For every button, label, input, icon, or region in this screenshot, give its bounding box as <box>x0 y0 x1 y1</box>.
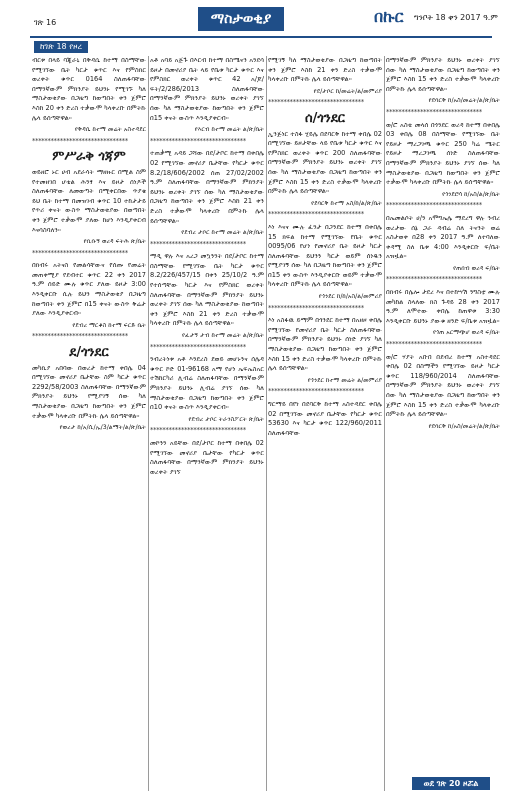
notice-signature: የደብረ ታቦር ትራንስፖርት ጽ/ቤት <box>188 415 264 423</box>
notice-separator: ******************************* <box>386 201 483 210</box>
notice-text: እነ እናና ሙሉ ፈንታ በጋንደር ከተማ በቀበሌ 15 ክፍል ከተማ የሚገኘው የቤት ቁጥር 0095/06 የሆነ የመኖሪያ ቤት ይዞታ ካርታ ስለጠፋባቸው ይህንን ካርታ ወይም ሰነዱን የሚያገኝ ሰው ካለ በጋዜጣ ከወጣበት ቀን ጀምሮ በ15 ቀን ውስጥ እንዲያቀርቡ ወይም ተቃውሞ ካላቀረቡ በምትኩ ሌላ ይሰጣቸዋል። <box>268 222 382 289</box>
notice-text: መኮንን አይቸው በደ/ታቦር ከተማ በቀበሌ 02 የሚገኘው መኖሪያ ቤታቸው የካርታ ቁጥር ስለጠፋባቸው በማንኛውም ምክንያት ይህንኑ ወረቀት ያገኘ <box>150 438 264 476</box>
notice-text: የሚገኝ ካለ ማስታወቂያው በጋዜጣ ከወጣበት ቀን ጀምሮ እስከ 21 ቀን ድረስ ተቃውሞ ካላቀረቡ በምትኩ ሌላ ይሰጣቸዋል። <box>268 56 382 84</box>
column-4 <box>386 56 500 771</box>
column-3 <box>268 56 382 786</box>
notice-signature: የጎንደሮሳ ከ/አስ/ል/ጽ/ቤት <box>442 190 500 198</box>
notice-signature: የጎንደር ከ/ከ/አስ/ል/መምሪያ <box>318 293 382 301</box>
notice-text: መካኪያ አበባው በወረታ ከተማ ቀበሌ 04 በሚገኘው መኖሪያ ቤታቸው ስም ካርታ ቁጥር 2292/58/2003 ስለጠፋባቸው በማንኛውም ምክንያት ይህንኑ የሚያገኝ ሰው ካለ ማስታወቂያው በጋዜጣ ከወጣበት ቀን ጀምሮ ተቃውሞ ካላቀረቡ በምትኩ ሌላ ይሰጣቸዋል። <box>32 363 146 420</box>
notice-signature: የደብረ ታቦር ከተማ መሬት ል/ጽ/ቤት <box>181 229 264 237</box>
notice-text: በማንኛውም ምክንያት ይህንኑ ወረቀት ያገኘ ሰው ካለ ማስታወቂያው በጋዜጣ ከወጣበት ቀን ጀምሮ እስከ 15 ቀን ድረስ ተቃውሞ ካላቀረቡ በምትኩ ሌላ ይሰጣቸዋል። <box>386 56 500 93</box>
notice-text: ንብረትነቱ አቶ እንደረስ ደወይ መሆኑንና ሰሌዳ ቁጥር ኮድ 01-96168 አማ የሆነ ኤፍኤስአር ተሽከርካሪ ሊብሬ ስለጠፋባቸው በማንኛውም ምክንያት ይህንኑ ሊብሬ ያገኘ ሰው ካለ ማስታወቂያው በጋዜጣ ከወጣበት ቀን ጀምሮ በ10 ቀናት ውስጥ እንዲያቀርብ። <box>150 355 264 412</box>
notice-separator: ******************************* <box>32 248 129 257</box>
notice-signature: የጠበብ ወረዳ ፍ/ቤት <box>453 264 500 272</box>
continued-from-chip: ከገጽ 18 የዞረ <box>34 41 88 53</box>
notice-separator: ******************************* <box>32 332 129 341</box>
notice-text: ግርማይ በየነ በደባርቅ ከተማ አስተዳደር ቀበሌ 02 በሚገኘው መኖሪያ ቤታቸው የካርታ ቁጥር 53630 እና ካርታ ቁጥር 122/960/2011 ስለጠፋባቸው <box>268 400 382 437</box>
notice-text: እነ አስፋዉ ይማም በጎንደር ከተማ በአዘዞ ቀበሌ የሚገኘው የመኖሪያ ቤት ካርታ ስለጠፋባቸው በማንኛውም ምክንያት ይህንኑ ሰነድ ያገኘ ካለ ማስታወቂያው በጋዜጣ ከወጣበት ቀን ጀምሮ እስከ 15 ቀን ድረስ ተቃውሞ ካላቀረቡ በምትኩ ሌላ ይሰጣቸዋል። <box>268 316 382 373</box>
section-title: ማስታወቂያ <box>198 7 284 31</box>
notice-signature: የጎንደር ከተማ መሬት ል/መምሪያ <box>307 376 382 384</box>
header-rule <box>30 36 492 38</box>
notice-signature: የጎጠ አርማጭሆ ወረዳ ፍ/ቤት <box>433 329 500 337</box>
notice-text: ወይዘሮ ኑር ሀብ አደራሳት ማዘዙር በሚል ስም የተመዘገበ ሆቴል ሕንፃ እና ይዞታ ሰነዶች ስለጠፋባቸው ለመወጣት በሚቀርበው ጥያቄ ይህ ቤት ከተማ በመዝገብ ቁጥር 10 ተከታታይ የጥሪ ቀናት ውስጥ ማስታወቂያው በወጣበት ቀን ጀምሮ ተቃውሞ ያለው ከሆነ እንዲያቀርብ እናሳስባለን። <box>32 167 146 234</box>
notice-signature: የደ/ታቦር ከ/መሬት/ል/መምሪያ <box>313 87 382 95</box>
continued-on-footer: ወደ ገጽ 20 ዞሯል <box>412 777 490 790</box>
notice-text: ኢንጅነር ተስፋ ሂይሌ በደባርቅ ከተማ ቀበሌ 02 በሚገኘው ይዞታቸው ላይ የቤቱ ካርታ ቁጥር እና የምስክር ወረቀት ቁጥር 200 ስለጠፋባቸው በማንኛውም ምክንያት ይህንኑ ወረቀት ያገኘ ሰው ካለ ማስታወቂያው በጋዜጣ ከወጣበት ቀን ጀምሮ እስከ 15 ቀን ድረስ ተቃውሞ ካላቀረቡ በምትኩ ሌላ ይሰጣቸዋል። <box>268 129 382 196</box>
notice-separator: ******************************* <box>386 275 483 284</box>
page-number: ገጽ 16 <box>34 18 57 27</box>
notice-text: ወ/ሮ ሃያት አቡበ በደብረ ከተማ አስተዳደር ቀበሌ 02 በስማችን የሚገኘው ይዞታ ካርታ ቁጥር 118/960/2014 ስለጠፋባቸው በማንኛውም ምክንያት ይህንኑ ወረቀት ያገኘ ሰው ካለ ማስታወቂያው በጋዜጣ ከወጣበት ቀን ጀምሮ እስከ 15 ቀን ድረስ ተቃውሞ ካላቀረቡ በምትኩ ሌላ ይሰጣቸዋል። <box>386 352 500 419</box>
notice-signature: የቢቡኝ ወረዳ ፍትሕ ጽ/ቤት <box>83 238 146 246</box>
notice-separator: ******************************* <box>268 387 365 396</box>
region-heading: ደ/ጎንደር <box>69 345 109 361</box>
notice-separator: ******************************* <box>150 239 247 248</box>
column-divider <box>148 56 149 791</box>
notice-text: አቶ አባይ አጅጉ በእርብ ከተማ በስሜናን አንደሳ ይዞታ በመኖሪያ ቤት ላይ የቤቱ ካርታ ቁጥር እና የምስክር ወረቀት ቁጥር 42 አ/ጆ/ፍት/2/286/2013 ስለጠፋባቸው በማንኛውም ምክንያት ይህንኑ ወረቀት ያገኘ ሰው ካለ ማስታወቂያው ከወጣበት ቀን ጀምሮ በ15 ቀናት ውስጥ እንዲያቀርብ። <box>150 56 264 122</box>
notice-signature: የቅዳሴ ከተማ መሬት አስተዳደር <box>74 126 146 134</box>
issue-date: ግንቦት 18 ቀን 2017 ዓ.ም <box>414 13 498 22</box>
notice-separator: ******************************* <box>386 340 483 349</box>
region-heading: ሰ/ጎንደር <box>305 110 345 126</box>
notice-text: በክብሩ በሌሎ ታደረ እና በተከሣሽ ንግስቲ ሙሉ መካከል ስላለው ክስ ጉዳይ 28 ቀን 2017 ዓ.ም ለሞተው ቀበሌ ከጠዋቱ 3:30 እንዲቀርቡ ይህንኑ ያውቁ ዘንድ ፍ/ቤቱ አዝዟል። <box>386 288 500 325</box>
notice-separator: ******************************* <box>386 107 483 116</box>
newspaper-brand: በኩር <box>374 7 404 26</box>
notice-text: ማዲ ዋሉ እና አረጋ መኳንንት በደ/ታቦር ከተማ በስማቸው የሚገኘው ቤት ካርታ ቁጥር 8.2/226/457/15 በቀን 25/10/2 ዓ.ም የተሰጣቸው ካርታ እና የምስክር ወረቀት ስለጠፋባቸው በማንኛውም ምክንያት ይህንኑ ወረቀት ያገኘ ሰው ካለ ማስታወቂያው ከወጣበት ቀን ጀምሮ እስከ 21 ቀን ድረስ ተቃውሞ ካላቀረቡ በምትኩ ሌላ ይሰጣቸዋል። <box>150 252 264 328</box>
column-1 <box>32 56 146 786</box>
notice-separator: ******************************* <box>268 210 365 219</box>
notice-text: ብርቱ በላይ ባጂራኒ በቅዳሴ ከተማ በስማቸው የሚገኘው ቤት ካርታ ቁጥር እና የምስክር ወረቀት ቁጥር 0164 ስለጠፋባቸው በማንኛውም ምክንያት ይህንኑ የሚገኙ ካለ ማስታወቂያው በጋዜጣ ከወጣበት ቀን ጀምሮ እስከ 20 ቀን ድረስ ተቃውሞ ካላቀረቡ በምትኩ ሌላ ይሰጣቸዋል። <box>32 56 146 122</box>
notice-text: በክብሩ አትናስ የመልሳቸውና የሰጡ የመሬት መጠቀሚያ የደብተር ቁጥር 22 ቀን 2017 ዓ.ም ሰይድ ሙሉ ቁጥር ያለው ይዞታ 3:00 እንዲቀርቡ ሲሉ ይህን ማስታወቂያ በጋዜጣ ከወጣበት ቀን ጀምሮ በ15 ቀናት ውስጥ ቅሬታ ያለው እንዲያቀርብ። <box>32 261 146 318</box>
notice-signature: የደብረ ማርቆስ ከተማ ፍርድ ቤት <box>72 321 146 329</box>
notice-signature: የደባርቅ ከ/አስ/መሬት/ል/ጽ/ቤት <box>428 422 500 430</box>
notice-separator: ******************************* <box>150 342 247 351</box>
notice-signature: የእርብ ከተማ መሬት ል/ጽ/ቤት <box>194 126 264 134</box>
notice-signature: የፈታኝ ታብ ከተማ መሬት ል/ጽ/ቤት <box>182 332 264 340</box>
notice-signature: የወረታ ከ/አ/ሲ/ኢ/3/ልማት/ል/ጽ/ቤት <box>59 424 146 432</box>
column-divider <box>266 56 267 791</box>
notice-text: ወ/ሮ አስቴ መላሰ በጎንደር ወረዳ ከተማ በቀበሌ 03 ቀበሌ 08 በስማቸው የሚገኘው ቤት የይዞታ ማረጋገጫ ቁጥር 250 ካሬ ሜትር የይዞታ ማረጋገጫ ሰነድ ስለጠፋባቸው በማንኛውም ምክንያት ይህንኑ ያገኘ ሰው ካለ ማስታወቂያው በጋዜጣ ከወጣበት ቀን ጀምሮ ተቃውሞ ካላቀረቡ በምትኩ ሌላ ይሰጣቸዋል። <box>386 120 500 187</box>
notice-separator: ******************************* <box>268 98 365 107</box>
column-divider <box>384 56 385 791</box>
notice-signature: የደባርቅ ከተማ አስ/ከ/ል/ጽ/ቤት <box>311 199 382 207</box>
notice-signature: የደባርቅ ከ/አስ/መሬት/ል/ጽ/ቤት <box>428 97 500 105</box>
notice-text: በኤመልሶት ሀ/ን አሞግኤሌ ማደረግ ዋሉ ንብረ ወረታው ሰኔ ጋራ ዳብሬ ስለ ትናንት ወሬ አስታወቀ በ28 ቀን 2017 ዓ.ም ለተባለው ቀዳሚ ስለ ቤቱ 4:00 እንዲቀርቡ ፍ/ቤት አዝዟል። <box>386 213 500 261</box>
region-heading: ምሥራቅ ጎጃም <box>52 149 126 165</box>
column-2 <box>150 56 264 786</box>
notice-separator: ******************************* <box>150 426 247 435</box>
notice-separator: ******************************* <box>32 136 129 145</box>
notice-text: ተጠቃሚ አዳይ ጋሻው በደ/ታቦር ከተማ በቀበሌ 02 የሚገኘው መኖሪያ ቤታቸው የካርታ ቁጥር 8.2/18/606/2002 ሰጠ 27/02/2002 ዓ.ም ስለጠፋባቸው በማንኛውም ምክንያት ይህንኑ ወረቀት ያገኘ ሰው ካለ ማስታወቂያው በጋዜጣ ከወጣበት ቀን ጀምሮ እስከ 21 ቀን ድረስ ተቃውሞ ካላቀረቡ በምትኩ ሌላ ይሰጣቸዋል። <box>150 149 264 225</box>
notice-separator: ******************************* <box>268 303 365 312</box>
notice-separator: ******************************* <box>150 136 247 145</box>
